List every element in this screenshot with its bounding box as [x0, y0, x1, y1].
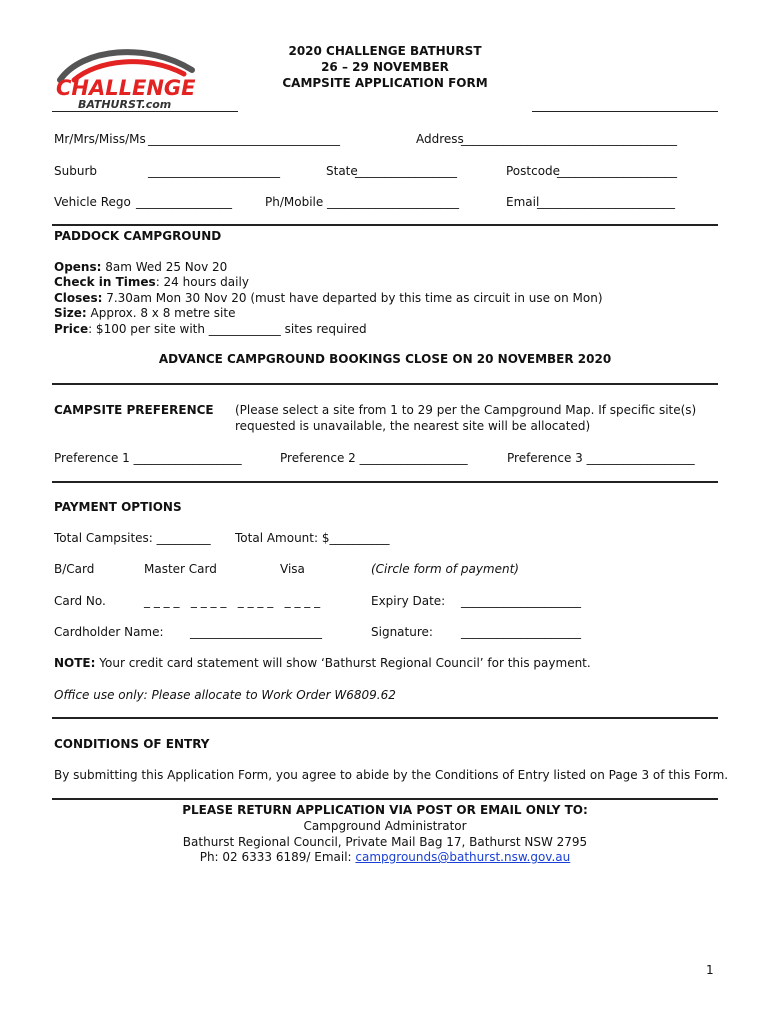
return-email-link[interactable]: campgrounds@bathurst.nsw.gov.au [355, 850, 571, 864]
logo-text-bottom: BATHURST.com [78, 98, 172, 111]
challenge-bathurst-logo [52, 40, 202, 112]
section-rule [52, 798, 718, 800]
return-heading: PLEASE RETURN APPLICATION VIA POST OR EMAIL ONLY TO: [182, 803, 588, 817]
return-phone: Ph: 02 6333 6189/ Email: [199, 850, 356, 864]
state-field[interactable]: _________________ [355, 164, 457, 178]
price-line [54, 322, 367, 336]
closes-value: 7.30am Mon 30 Nov 20 (must have departed by this time as circuit in use on Mon) [106, 291, 603, 305]
logo-text-top: CHALLENGE [56, 76, 196, 100]
preference-2-field[interactable]: Preference 2 __________________ [280, 451, 468, 465]
return-line-1: Campground Administrator [303, 819, 467, 833]
preference-note-2: requested is unavailable, the nearest site will be allocated) [235, 419, 591, 433]
opens-label: Opens: [54, 260, 102, 274]
name-label: Mr/Mrs/Miss/Ms [54, 132, 146, 146]
card-number-label: Card No. [54, 594, 106, 608]
opens-line [54, 260, 227, 274]
suburb-label: Suburb [54, 164, 97, 178]
price-value: : $100 per site with ____________ sites required [88, 322, 367, 336]
expiry-field[interactable]: ____________________ [461, 594, 581, 608]
section-rule [52, 224, 718, 226]
expiry-label: Expiry Date: [371, 594, 446, 608]
phone-label: Ph/Mobile [265, 195, 324, 209]
address-label: Address [416, 132, 464, 146]
checkin-label: Check in Times [54, 275, 156, 289]
card-number-field[interactable]: _ _ _ _ _ _ _ _ _ _ _ _ _ _ _ _ [144, 594, 321, 608]
closes-line [54, 291, 603, 305]
conditions-text: By submitting this Application Form, you agree to abide by the Conditions of Entry listed on Page 3 of this Form. [54, 768, 729, 782]
visa-option[interactable]: Visa [280, 562, 305, 576]
name-field[interactable]: ________________________________ [148, 132, 340, 146]
size-value: Approx. 8 x 8 metre site [90, 306, 236, 320]
closes-label: Closes: [54, 291, 103, 305]
vehicle-rego-label: Vehicle Rego [54, 195, 131, 209]
size-label: Size: [54, 306, 87, 320]
preference-3-field[interactable]: Preference 3 __________________ [507, 451, 695, 465]
postcode-label: Postcode [506, 164, 561, 178]
section-rule [52, 481, 718, 483]
postcode-field[interactable]: ____________________ [557, 164, 677, 178]
phone-field[interactable]: ______________________ [327, 195, 459, 209]
opens-value: 8am Wed 25 Nov 20 [105, 260, 228, 274]
credit-card-note [54, 656, 591, 670]
signature-label: Signature: [371, 625, 433, 639]
return-contact-line [52, 850, 718, 864]
paddock-heading: PADDOCK CAMPGROUND [54, 229, 222, 243]
header-rule-right [532, 111, 718, 112]
page-number: 1 [706, 963, 714, 977]
vehicle-rego-field[interactable]: ________________ [136, 195, 232, 209]
size-line [54, 306, 235, 320]
return-line-2: Bathurst Regional Council, Private Mail Bag 17, Bathurst NSW 2795 [182, 835, 588, 849]
title-line-1: 2020 CHALLENGE BATHURST [288, 44, 482, 58]
preference-note-1: (Please select a site from 1 to 29 per the Campground Map. If specific site(s) [235, 403, 697, 417]
cardholder-field[interactable]: ______________________ [190, 625, 322, 639]
mastercard-option[interactable]: Master Card [144, 562, 217, 576]
state-label: State [326, 164, 358, 178]
total-campsites-field[interactable]: Total Campsites: _________ [54, 531, 211, 545]
booking-close-notice: ADVANCE CAMPGROUND BOOKINGS CLOSE ON 20 NOVEMBER 2020 [158, 352, 612, 366]
title-line-3: CAMPSITE APPLICATION FORM [282, 76, 488, 90]
checkin-line [54, 275, 249, 289]
section-rule [52, 717, 718, 719]
payment-heading: PAYMENT OPTIONS [54, 500, 182, 514]
total-amount-field[interactable]: Total Amount: $__________ [235, 531, 390, 545]
price-label: Price [54, 322, 89, 336]
email-label: Email [506, 195, 540, 209]
office-use-note: Office use only: Please allocate to Work Order W6809.62 [54, 688, 396, 702]
address-field[interactable]: ____________________________________ [461, 132, 677, 146]
cardholder-label: Cardholder Name: [54, 625, 164, 639]
checkin-value: : 24 hours daily [155, 275, 249, 289]
circle-payment-note: (Circle form of payment) [371, 562, 519, 576]
signature-field[interactable]: ____________________ [461, 625, 581, 639]
preference-1-field[interactable]: Preference 1 __________________ [54, 451, 242, 465]
note-text: Your credit card statement will show ‘Bathurst Regional Council’ for this payment. [99, 656, 591, 670]
bcard-option[interactable]: B/Card [54, 562, 95, 576]
header-rule-left [52, 111, 238, 112]
conditions-heading: CONDITIONS OF ENTRY [54, 737, 210, 751]
title-line-2: 26 – 29 NOVEMBER [321, 60, 449, 74]
note-label: NOTE: [54, 656, 96, 670]
preference-heading: CAMPSITE PREFERENCE [54, 403, 214, 417]
suburb-field[interactable]: ______________________ [148, 164, 280, 178]
section-rule [52, 383, 718, 385]
email-field[interactable]: _______________________ [537, 195, 675, 209]
